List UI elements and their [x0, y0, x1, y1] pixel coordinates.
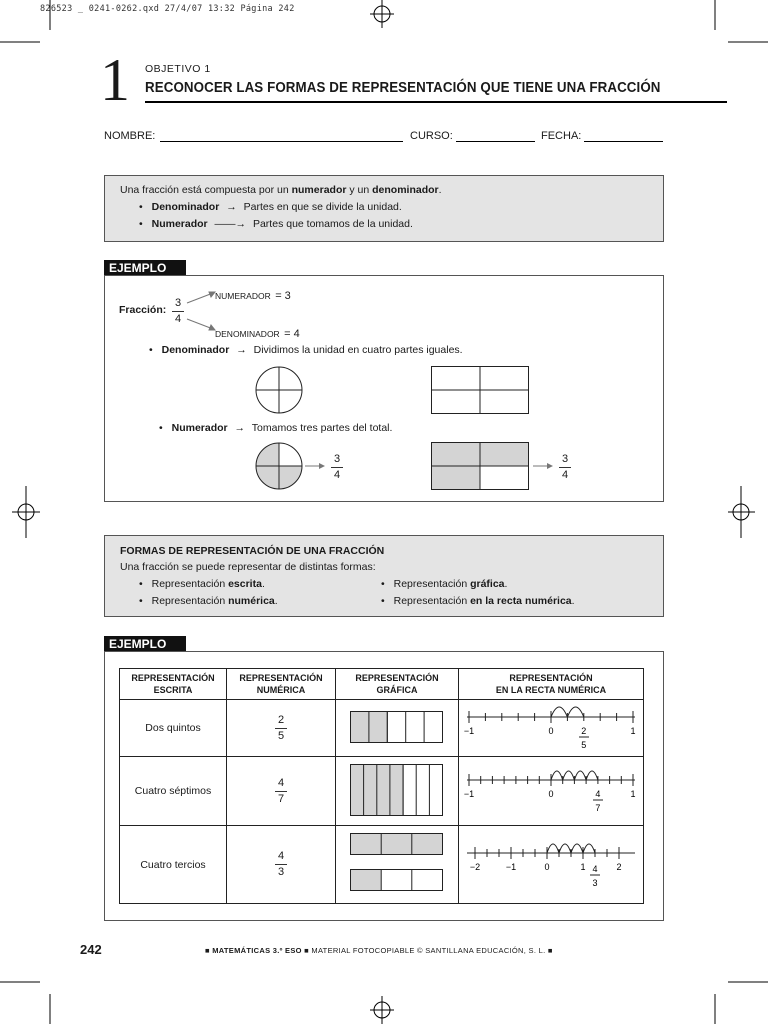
written-cell: Cuatro séptimos	[120, 757, 227, 826]
example-tag-2: EJEMPLO	[104, 636, 186, 652]
fraction-label: Fracción:	[119, 304, 167, 316]
point-denominator: 5	[581, 739, 587, 750]
nombre-label: NOMBRE:	[104, 130, 156, 142]
written-cell: Cuatro tercios	[120, 826, 227, 904]
circle-shaded-diagram	[255, 442, 335, 492]
fecha-label: FECHA:	[541, 130, 582, 142]
intro-text: Una fracción está compuesta por un numerador y un denominador.	[120, 184, 442, 196]
tick-label-two: 2	[616, 862, 622, 872]
rectangle-result-fraction: 3 4	[559, 453, 571, 482]
page-number: 242	[80, 942, 102, 957]
graphic-cell	[336, 700, 459, 757]
tick-label-one: 1	[630, 725, 636, 736]
header-numerica: REPRESENTACIÓN NUMÉRICA	[227, 669, 336, 700]
header-recta: REPRESENTACIÓN EN LA RECTA NUMÉRICA	[459, 669, 644, 700]
circle-divided-diagram	[255, 366, 305, 416]
graphic-cell	[336, 757, 459, 826]
forms-title: FORMAS DE REPRESENTACIÓN DE UNA FRACCIÓN	[120, 545, 385, 557]
page-title: RECONOCER LAS FORMAS DE REPRESENTACIÓN QUE TIENE UNA FRACCIÓN	[145, 80, 661, 96]
bars-four-thirds	[349, 831, 445, 895]
denominator-label: DENOMINADOR = 4	[215, 328, 300, 340]
representation-table	[119, 668, 644, 904]
fecha-field[interactable]	[584, 141, 663, 142]
numerator-label: NUMERADOR = 3	[215, 290, 291, 302]
tick-label-m1: −1	[463, 788, 475, 799]
intro-item-numerador: • Numerador ——→ Partes que tomamos de la unidad.	[139, 218, 413, 230]
form-item-escrita: • Representación escrita.	[139, 578, 265, 590]
intro-box	[104, 175, 664, 242]
footer-text: ■ MATEMÁTICAS 3.º ESO ■ MATERIAL FOTOCOPIABLE © SANTILLANA EDUCACIÓN, S. L. ■	[205, 946, 553, 955]
tick-label-zero: 0	[544, 862, 550, 872]
point-numerator: 4	[592, 864, 598, 874]
numeric-cell: $\frac{2}{5}$	[227, 700, 336, 757]
example-fraction	[172, 297, 184, 326]
tick-label-m1: −1	[505, 862, 517, 872]
curso-field[interactable]	[456, 141, 535, 142]
point-numerator: 2	[581, 725, 587, 736]
denominator-explanation: • Denominador → Dividimos la unidad en cuatro partes iguales.	[149, 344, 463, 356]
tick-label-m1: −1	[463, 725, 475, 736]
form-item-grafica: • Representación gráfica.	[381, 578, 507, 590]
point-denominator: 3	[592, 878, 598, 888]
graphic-cell	[336, 826, 459, 904]
objective-number: 1	[100, 47, 130, 113]
form-item-numerica: • Representación numérica.	[139, 595, 278, 607]
forms-box	[104, 535, 664, 617]
point-denominator: 7	[595, 802, 601, 813]
example-denominator: 4	[174, 313, 182, 325]
rectangle-divided-diagram	[431, 366, 531, 416]
tick-label-zero: 0	[548, 725, 554, 736]
written-cell: Dos quintos	[120, 700, 227, 757]
table-row	[120, 700, 644, 757]
header-escrita: REPRESENTACIÓN ESCRITA	[120, 669, 227, 700]
numeric-cell: $\frac{4}{7}$	[227, 757, 336, 826]
numberline-cell	[459, 826, 644, 904]
tick-label-m2: −2	[469, 862, 481, 872]
forms-subtitle: Una fracción se puede representar de distintas formas:	[120, 561, 376, 573]
table-header-row	[120, 669, 644, 700]
tick-label-one: 1	[580, 862, 586, 872]
objective-label: OBJETIVO 1	[145, 63, 211, 75]
point-numerator: 4	[595, 788, 601, 799]
nombre-field[interactable]	[160, 141, 403, 142]
rectangle-shaded-diagram	[431, 442, 561, 492]
title-rule	[145, 101, 727, 103]
example-tag-1: EJEMPLO	[104, 260, 186, 276]
numberline-four-thirds	[461, 835, 641, 891]
tick-label-one: 1	[630, 788, 636, 799]
table-row	[120, 826, 644, 904]
example-box-1	[104, 275, 664, 502]
example-numerator: 3	[174, 297, 182, 309]
intro-item-denominador: • Denominador → Partes en que se divide la unidad.	[139, 201, 402, 213]
circle-result-fraction: 3 4	[331, 453, 343, 482]
file-slug: 826523 _ 0241-0262.qxd 27/4/07 13:32 Página 242	[40, 4, 295, 14]
form-item-recta: • Representación en la recta numérica.	[381, 595, 575, 607]
tick-label-zero: 0	[548, 788, 554, 799]
numeric-cell: $\frac{4}{3}$	[227, 826, 336, 904]
numberline-cell	[459, 700, 644, 757]
numberline-two-fifths	[461, 701, 641, 753]
header-grafica: REPRESENTACIÓN GRÁFICA	[336, 669, 459, 700]
table-row	[120, 757, 644, 826]
numberline-four-sevenths	[461, 764, 641, 816]
numerator-explanation: • Numerador → Tomamos tres partes del total.	[159, 422, 392, 434]
numberline-cell	[459, 757, 644, 826]
bar-four-sevenths	[349, 762, 445, 818]
bar-two-fifths	[349, 709, 445, 745]
curso-label: CURSO:	[410, 130, 453, 142]
